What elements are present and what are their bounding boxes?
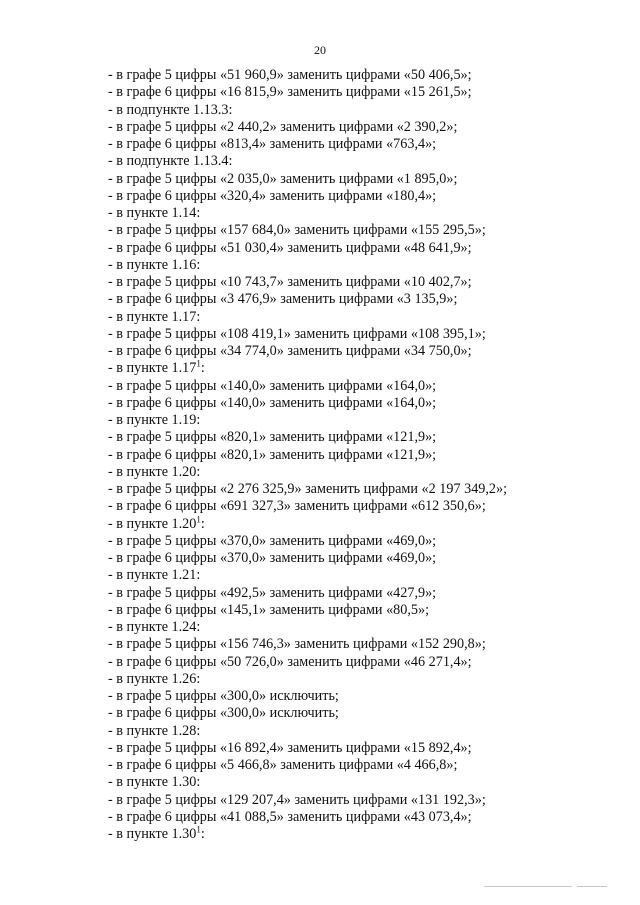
amendment-line: [108, 809, 628, 826]
scan-artifact-line: [577, 886, 607, 887]
line-text: - в пункте 1.30: [108, 826, 197, 842]
page-number: 20: [314, 43, 326, 57]
amendment-line: [108, 464, 628, 481]
amendment-line: [108, 723, 628, 740]
amendment-line: [108, 395, 628, 412]
amendment-line: [108, 498, 628, 515]
amendment-line: [108, 84, 628, 101]
line-text: - в пункте 1.19:: [108, 412, 201, 428]
line-text: - в графе 6 цифры «691 327,3» заменить цифрами «612 350,6»;: [108, 498, 486, 515]
scan-artifact-line: [484, 886, 572, 887]
line-text: - в пункте 1.24:: [108, 619, 201, 635]
amendment-line: [108, 274, 628, 291]
line-text: - в графе 5 цифры «370,0» заменить цифрами «469,0»;: [108, 532, 437, 549]
line-text: - в пункте 1.20:: [108, 463, 201, 480]
line-text: - в графе 6 цифры «5 466,8» заменить цифрами «4 466,8»;: [108, 757, 458, 773]
line-text: - в пункте 1.30:: [108, 774, 201, 791]
amendment-line: [108, 343, 628, 360]
line-text: - в пункте 1.14:: [108, 205, 201, 221]
line-text: - в графе 5 цифры «157 684,0» заменить цифрами «155 295,5»;: [108, 222, 486, 239]
line-text: - в пункте 1.17: [108, 360, 197, 377]
line-suffix: :: [200, 515, 205, 532]
amendment-line: [108, 378, 628, 395]
line-text: - в графе 5 цифры «2 276 325,9» заменить цифрами «2 197 349,2»;: [108, 481, 508, 497]
document-body: [108, 67, 628, 843]
line-text: - в графе 6 цифры «34 774,0» заменить цифрами «34 750,0»;: [108, 343, 472, 359]
superscript-index: 1: [196, 824, 201, 835]
amendment-line: [108, 222, 628, 239]
amendment-line: [108, 102, 628, 119]
amendment-line: [108, 602, 628, 619]
amendment-line: [108, 136, 628, 153]
amendment-line: [108, 429, 628, 446]
line-text: - в графе 6 цифры «145,1» заменить цифрами «80,5»;: [108, 601, 430, 618]
line-text: - в пункте 1.21:: [108, 567, 201, 584]
amendment-line: [108, 688, 628, 705]
line-text: - в графе 5 цифры «129 207,4» заменить цифрами «131 192,3»;: [108, 791, 486, 808]
line-text: - в графе 5 цифры «51 960,9» заменить цифрами «50 406,5»;: [108, 67, 472, 83]
amendment-line: [108, 826, 628, 843]
amendment-line: [108, 412, 628, 429]
amendment-line: [108, 119, 628, 136]
amendment-line: [108, 326, 628, 343]
amendment-line: [108, 513, 628, 533]
amendment-line: [108, 533, 628, 550]
amendment-line: [108, 291, 628, 308]
amendment-line: [108, 188, 628, 205]
line-text: - в графе 5 цифры «16 892,4» заменить цифрами «15 892,4»;: [108, 739, 472, 756]
amendment-line: [108, 636, 628, 653]
amendment-line: [108, 67, 628, 84]
amendment-line: [108, 153, 628, 170]
line-text: - в графе 6 цифры «3 476,9» заменить цифрами «3 135,9»;: [108, 291, 458, 308]
line-text: - в подпункте 1.13.4:: [108, 153, 233, 170]
amendment-line: [108, 257, 628, 274]
amendment-line: [108, 671, 628, 688]
line-text: - в графе 5 цифры «300,0» исключить;: [108, 688, 339, 704]
line-text: - в пункте 1.17:: [108, 308, 201, 325]
line-text: - в графе 5 цифры «2 035,0» заменить цифрами «1 895,0»;: [108, 170, 458, 187]
amendment-line: [108, 740, 628, 757]
amendment-line: [108, 447, 628, 464]
amendment-line: [108, 240, 628, 257]
line-text: - в пункте 1.26:: [108, 670, 201, 687]
line-text: - в графе 6 цифры «50 726,0» заменить цифрами «46 271,4»;: [108, 653, 472, 670]
line-text: - в графе 6 цифры «820,1» заменить цифрами «121,9»;: [108, 446, 437, 463]
amendment-line: [108, 205, 628, 222]
line-suffix: :: [200, 826, 205, 842]
line-text: - в графе 5 цифры «492,5» заменить цифрами «427,9»;: [108, 584, 437, 601]
line-text: - в пункте 1.16:: [108, 256, 201, 273]
line-text: - в графе 5 цифры «2 440,2» заменить цифрами «2 390,2»;: [108, 118, 458, 135]
line-text: - в пункте 1.20: [108, 515, 197, 532]
amendment-line: [108, 757, 628, 774]
line-text: - в графе 6 цифры «16 815,9» заменить цифрами «15 261,5»;: [108, 84, 472, 101]
superscript-index: 1: [196, 513, 201, 524]
line-text: - в графе 6 цифры «813,4» заменить цифрами «763,4»;: [108, 136, 437, 152]
amendment-line: [108, 309, 628, 326]
amendment-line: [108, 360, 628, 377]
line-text: - в графе 5 цифры «820,1» заменить цифрами «121,9»;: [108, 429, 437, 446]
line-text: - в подпункте 1.13.3:: [108, 101, 233, 118]
line-text: - в графе 5 цифры «10 743,7» заменить цифрами «10 402,7»;: [108, 274, 472, 290]
amendment-line: [108, 567, 628, 584]
line-suffix: :: [200, 360, 205, 377]
amendment-line: [108, 774, 628, 791]
amendment-line: [108, 585, 628, 602]
line-text: - в графе 5 цифры «156 746,3» заменить цифрами «152 290,8»;: [108, 636, 486, 653]
amendment-line: [108, 619, 628, 636]
amendment-line: [108, 481, 628, 498]
amendment-line: [108, 792, 628, 809]
line-text: - в графе 6 цифры «140,0» заменить цифрами «164,0»;: [108, 394, 437, 411]
line-text: - в графе 6 цифры «370,0» заменить цифрами «469,0»;: [108, 550, 437, 566]
line-text: - в графе 6 цифры «41 088,5» заменить цифрами «43 073,4»;: [108, 808, 472, 825]
amendment-line: [108, 171, 628, 188]
amendment-line: [108, 654, 628, 671]
line-text: - в пункте 1.28:: [108, 722, 201, 739]
line-text: - в графе 6 цифры «300,0» исключить;: [108, 705, 339, 722]
amendment-line: [108, 550, 628, 567]
line-text: - в графе 6 цифры «51 030,4» заменить цифрами «48 641,9»;: [108, 239, 472, 256]
amendment-line: [108, 705, 628, 722]
line-text: - в графе 5 цифры «108 419,1» заменить цифрами «108 395,1»;: [108, 325, 486, 342]
line-text: - в графе 5 цифры «140,0» заменить цифрами «164,0»;: [108, 377, 437, 394]
superscript-index: 1: [196, 358, 201, 369]
line-text: - в графе 6 цифры «320,4» заменить цифрами «180,4»;: [108, 187, 437, 204]
